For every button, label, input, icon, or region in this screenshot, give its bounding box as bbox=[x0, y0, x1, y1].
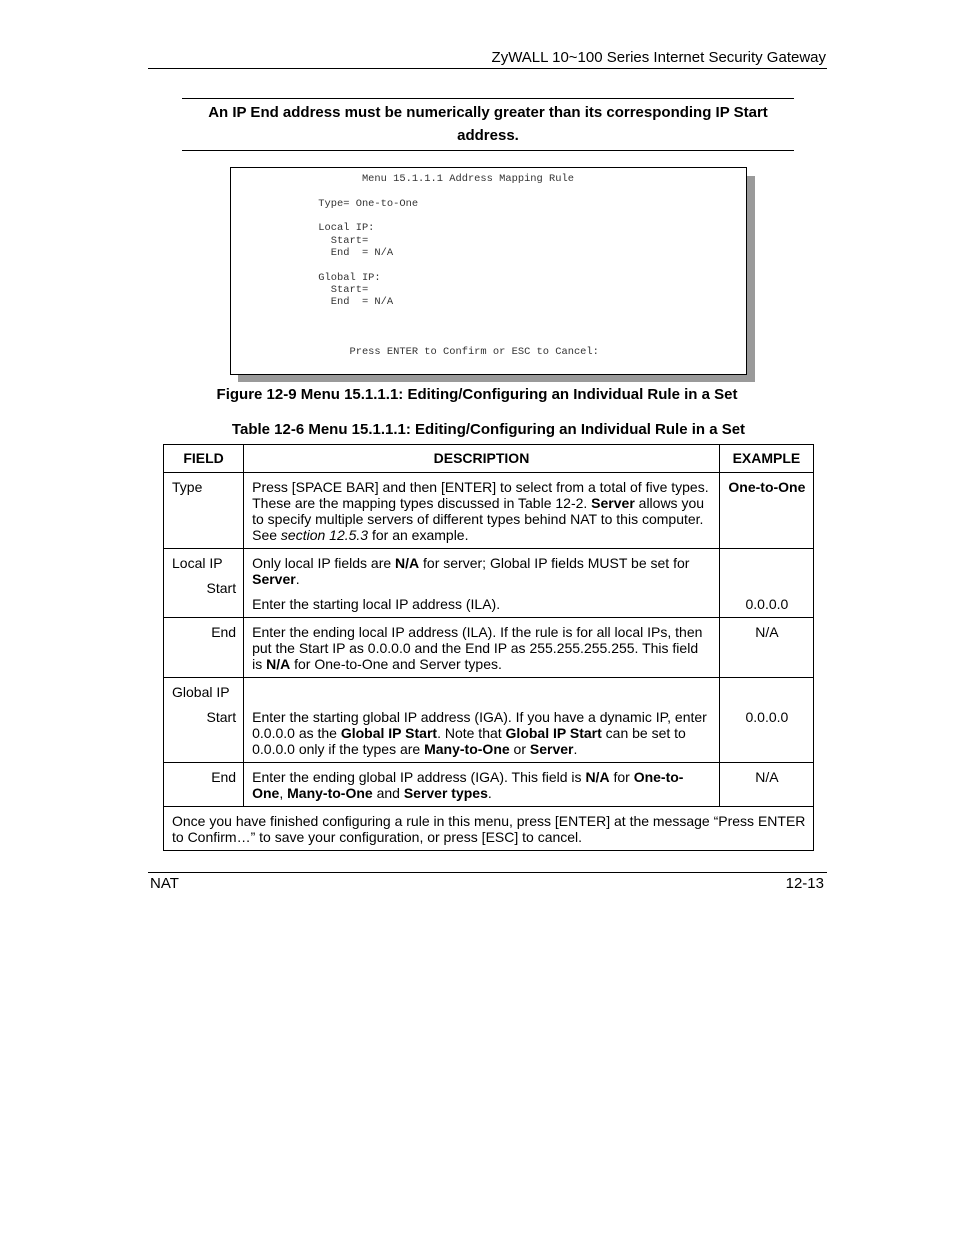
running-header: ZyWALL 10~100 Series Internet Security Gateway bbox=[491, 49, 826, 66]
table-header-row bbox=[164, 445, 814, 473]
field-table bbox=[163, 444, 814, 851]
cell-description: Only local IP fields are N/A for server; Global IP fields MUST be set for Server. Enter the starting local IP address (ILA). bbox=[244, 549, 720, 618]
cell-example: 0.0.0.0 bbox=[719, 549, 813, 618]
note-box: An IP End address must be numerically greater than its corresponding IP Start address. bbox=[182, 98, 794, 151]
table-row-global-end bbox=[164, 763, 814, 807]
cell-example: N/A bbox=[719, 763, 813, 807]
figure-caption: Figure 12-9 Menu 15.1.1.1: Editing/Configuring an Individual Rule in a Set bbox=[216, 386, 738, 403]
header-field: FIELD bbox=[164, 445, 244, 473]
cell-example: One-to-One bbox=[719, 473, 813, 549]
cell-description: Press [SPACE BAR] and then [ENTER] to select from a total of five types. These are the mapping types discussed in Table 12-2. Server allows you to specify multiple servers of different types behind NAT to this computer. See section 12.5.3 for an example. bbox=[244, 473, 720, 549]
table-row-local-ip bbox=[164, 549, 814, 618]
cell-example: 0.0.0.0 bbox=[719, 678, 813, 763]
cell-description: Enter the starting global IP address (IGA). If you have a dynamic IP, enter 0.0.0.0 as the Global IP Start. Note that Global IP Start can be set to 0.0.0.0 only if the types are Many-to-One or Server. bbox=[244, 678, 720, 763]
cell-description: Enter the ending local IP address (ILA). If the rule is for all local IPs, then put the Start IP as 0.0.0.0 and the End IP as 255.255.255.255. This field is N/A for One-to-One and Server types. bbox=[244, 618, 720, 678]
table-row-local-end bbox=[164, 618, 814, 678]
cell-example: N/A bbox=[719, 618, 813, 678]
footer-page-number: 12-13 bbox=[785, 875, 824, 892]
cell-field: Local IP Start bbox=[164, 549, 244, 618]
header-rule bbox=[148, 68, 827, 69]
header-example: EXAMPLE bbox=[719, 445, 813, 473]
table-row-type bbox=[164, 473, 814, 549]
table-caption: Table 12-6 Menu 15.1.1.1: Editing/Configuring an Individual Rule in a Set bbox=[231, 421, 746, 438]
footer-section: NAT bbox=[150, 875, 179, 892]
cell-field: End bbox=[164, 618, 244, 678]
terminal-text: Menu 15.1.1.1 Address Mapping Rule Type= One-to-One Local IP: Start= End = N/A Global IP: Start= End = N/A Press ENTER to Confirm or ESC to Cancel: bbox=[318, 173, 599, 358]
cell-field: Global IP Start bbox=[164, 678, 244, 763]
terminal-screen bbox=[230, 167, 747, 375]
cell-description: Enter the ending global IP address (IGA). This field is N/A for One-to-One, Many-to-One and Server types. bbox=[244, 763, 720, 807]
header-description: DESCRIPTION bbox=[244, 445, 720, 473]
footer-rule bbox=[148, 872, 827, 873]
cell-field: Type bbox=[164, 473, 244, 549]
table-row-global-ip bbox=[164, 678, 814, 763]
table-row-footer-note bbox=[164, 807, 814, 851]
cell-field: End bbox=[164, 763, 244, 807]
cell-footer-note: Once you have finished configuring a rule in this menu, press [ENTER] at the message “Press ENTER to Confirm…” to save your configuration, or press [ESC] to cancel. bbox=[164, 807, 814, 851]
